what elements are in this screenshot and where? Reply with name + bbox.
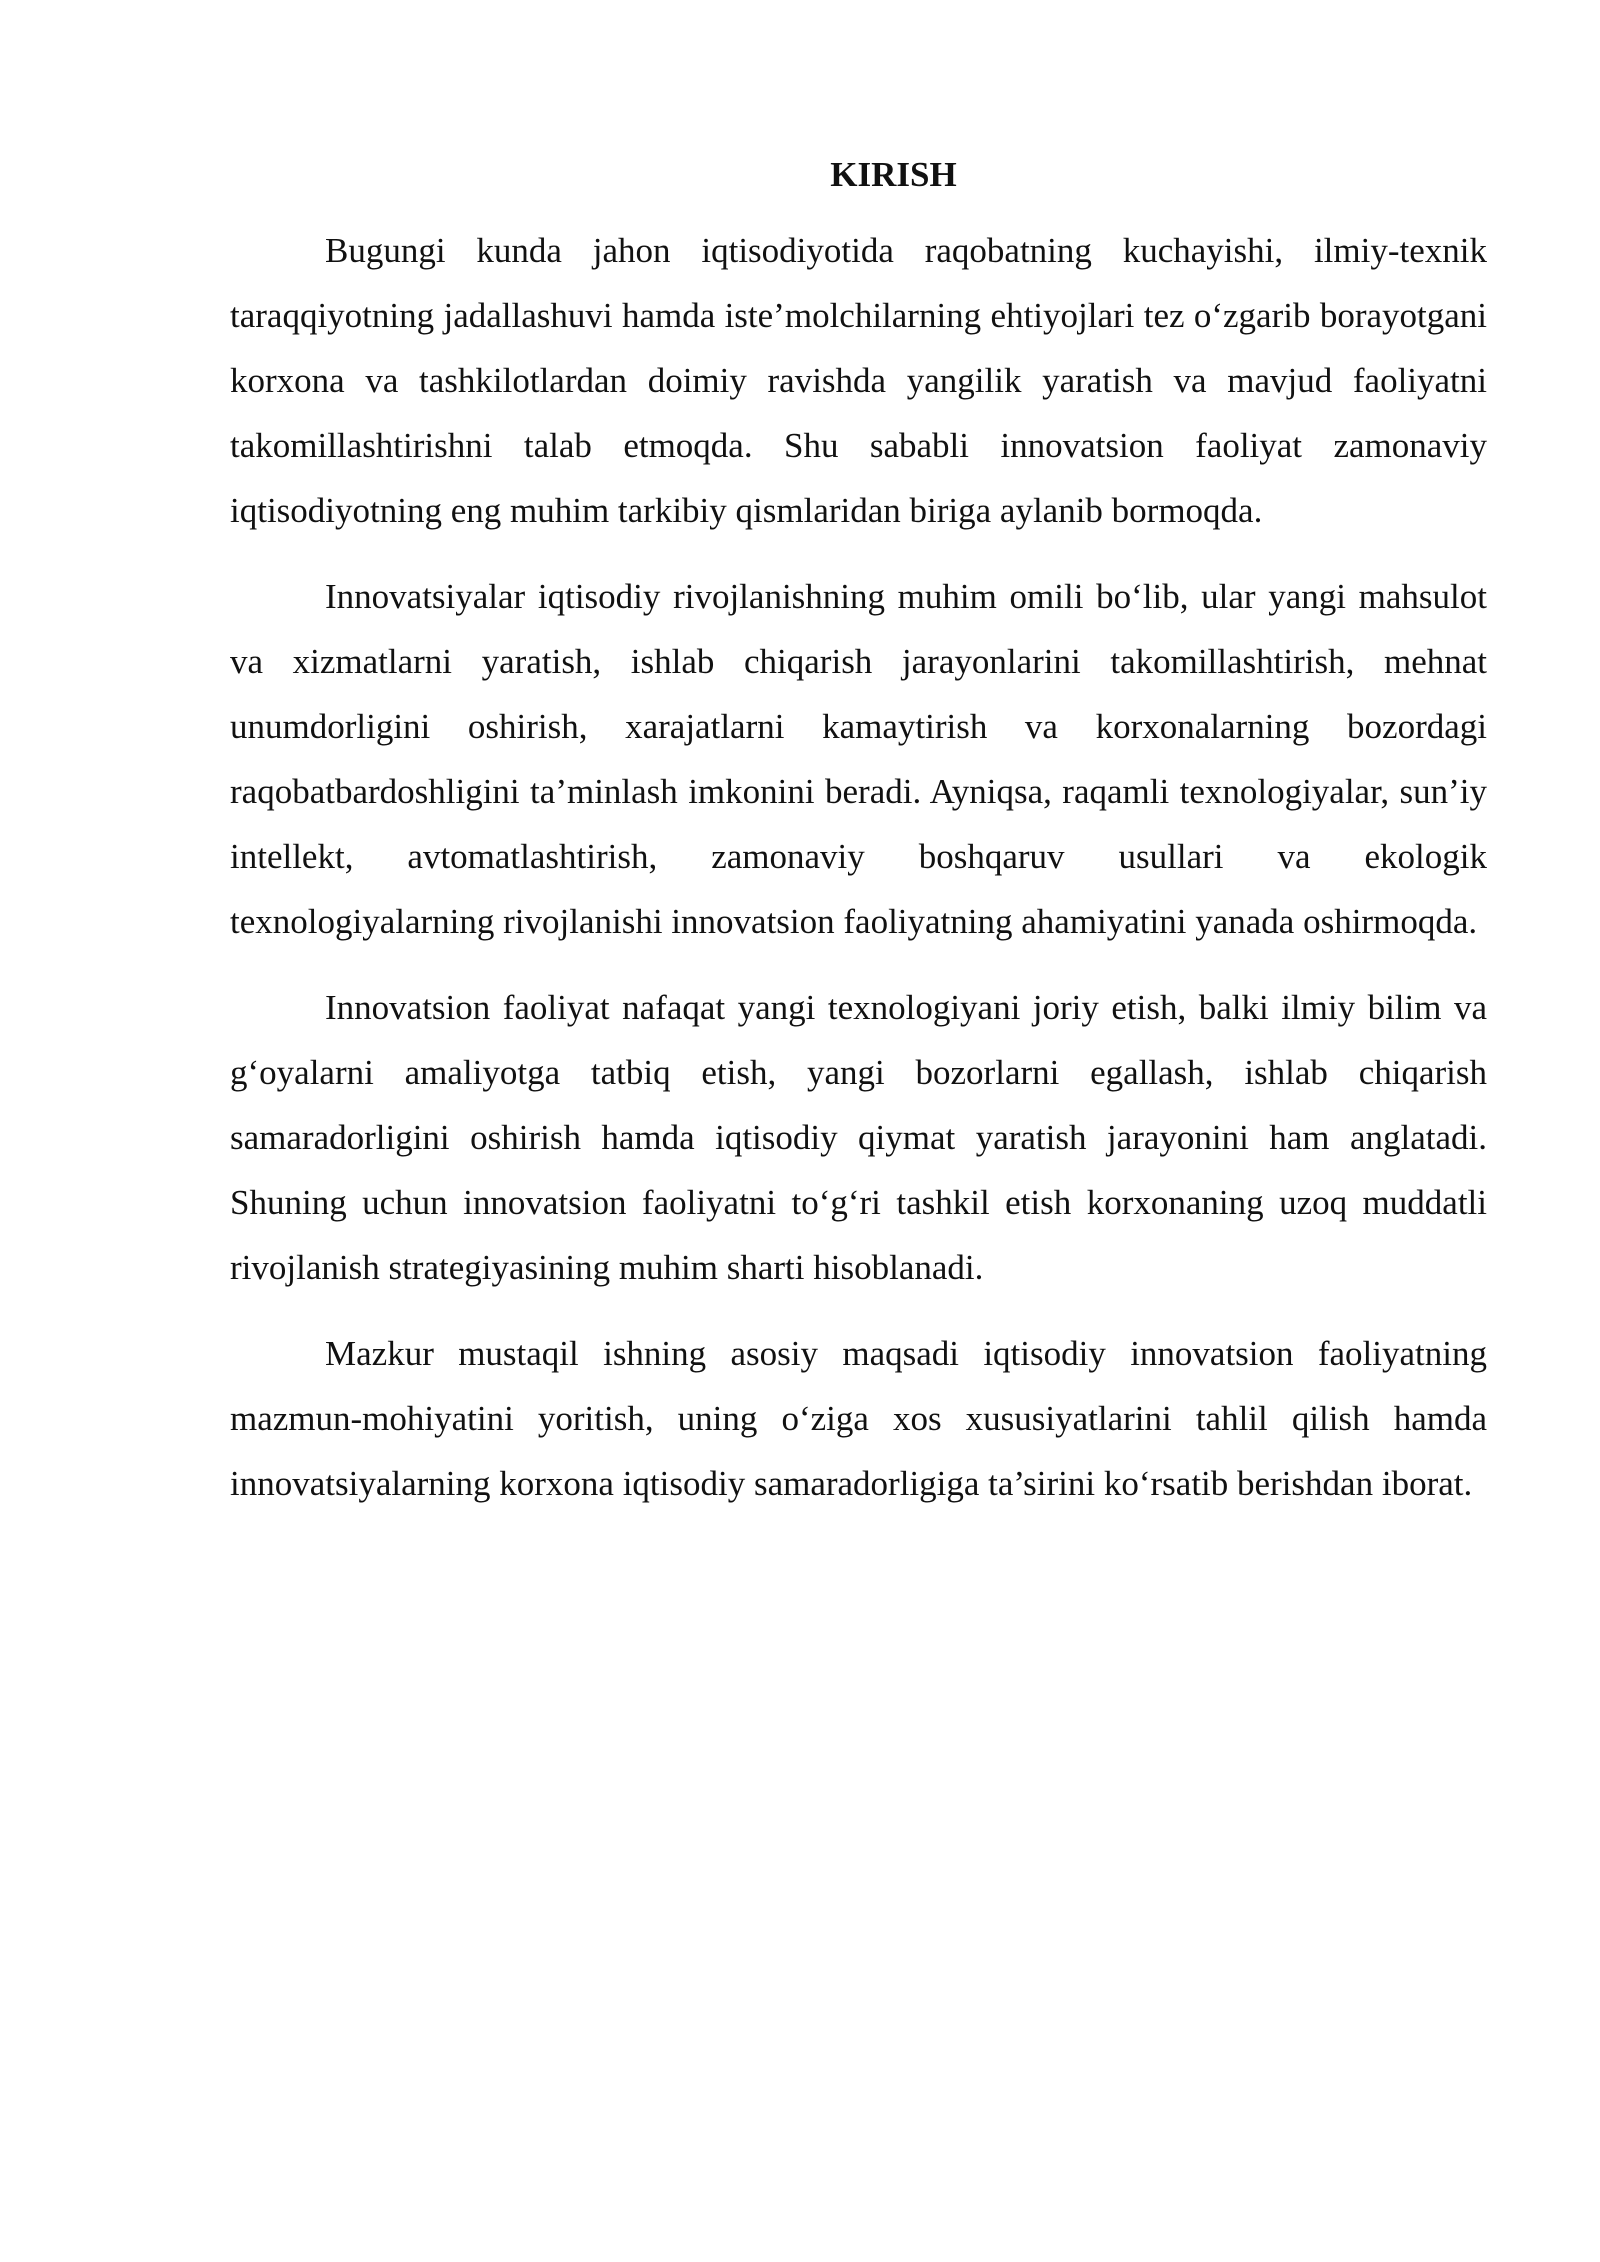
paragraph-3: Innovatsion faoliyat nafaqat yangi texnologiyani joriy etish, balki ilmiy bilim va g‘oyalarni amaliyotga tatbiq etish, yangi bozorlarni egallash, ishlab chiqarish samaradorligini oshirish hamda iqtisodiy qiymat yaratish jarayonini ham anglatadi. Shuning uchun innovatsion faoliyatni to‘g‘ri tashkil etish korxonaning uzoq muddatli rivojlanish strategiyasining muhim sharti hisoblanadi. [230,988,1487,1287]
paragraph-1: Bugungi kunda jahon iqtisodiyotida raqobatning kuchayishi, ilmiy-texnik taraqqiyotning jadallashuvi hamda iste’molchilarning ehtiyojlari tez o‘zgarib borayotgani korxona va tashkilotlardan doimiy ravishda yangilik yaratish va mavjud faoliyatni takomillashtirishni talab etmoqda. Shu sababli innovatsion faoliyat zamonaviy iqtisodiyotning eng muhim tarkibiy qismlaridan biriga aylanib bormoqda. [230,231,1487,530]
page-title: KIRISH [830,155,957,194]
page-content [230,146,1487,1537]
paragraph-4: Mazkur mustaqil ishning asosiy maqsadi iqtisodiy innovatsion faoliyatning mazmun-mohiyatini yoritish, uning o‘ziga xos xususiyatlarini tahlil qilish hamda innovatsiyalarning korxona iqtisodiy samaradorligiga ta’sirini ko‘rsatib berishdan iborat. [230,1334,1487,1503]
paragraph-2: Innovatsiyalar iqtisodiy rivojlanishning muhim omili bo‘lib, ular yangi mahsulot va xizmatlarni yaratish, ishlab chiqarish jarayonlarini takomillashtirish, mehnat unumdorligini oshirish, xarajatlarni kamaytirish va korxonalarning bozordagi raqobatbardoshligini ta’minlash imkonini beradi. Ayniqsa, raqamli texnologiyalar, sun’iy intellekt, avtomatlashtirish, zamonaviy boshqaruv usullari va ekologik texnologiyalarning rivojlanishi innovatsion faoliyatning ahamiyatini yanada oshirmoqda. [230,577,1487,941]
